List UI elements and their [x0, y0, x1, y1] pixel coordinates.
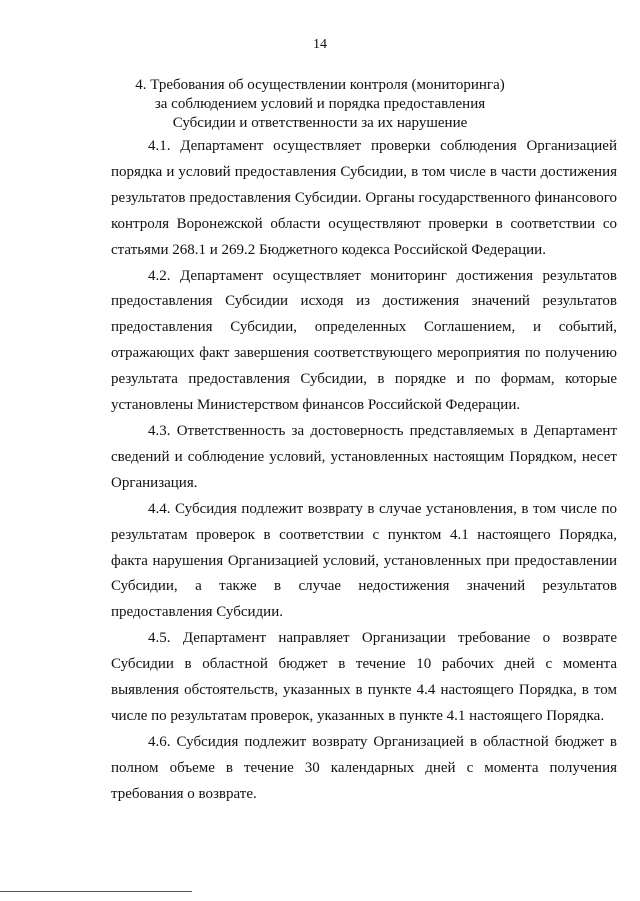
- section-title: [110, 76, 530, 133]
- section-title-line: Субсидии и ответственности за их нарушение: [172, 115, 468, 131]
- paragraph-4-6: 4.6. Субсидия подлежит возврату Организацией в областной бюджет в полном объеме в течение 30 календарных дней с момента получения требования о возврате.: [111, 733, 617, 802]
- page-number: 14: [313, 37, 327, 52]
- footer-divider: [0, 891, 192, 892]
- paragraph-4-3: 4.3. Ответственность за достоверность представляемых в Департамент сведений и соблюдение условий, установленных настоящим Порядком, несет Организация.: [111, 422, 617, 491]
- document-body: [111, 134, 617, 808]
- paragraph-4-2: 4.2. Департамент осуществляет мониторинг достижения результатов предоставления Субсидии исходя из достижения значений результатов предоставления Субсидии, определенных Соглашением, и событий, отражающих факт завершения соответствующего мероприятия по получению результата предоставления Субсидии, в порядке и по формам, которые установлены Министерством финансов Российской Федерации.: [111, 267, 617, 414]
- paragraph-4-5: 4.5. Департамент направляет Организации требование о возврате Субсидии в областной бюджет в течение 10 рабочих дней с момента выявления обстоятельств, указанных в пункте 4.4 настоящего Порядка, в том числе по результатам проверок, указанных в пункте 4.1 настоящего Порядка.: [111, 630, 617, 724]
- section-title-line: за соблюдением условий и порядка предоставления: [154, 96, 486, 112]
- paragraph-4-1: 4.1. Департамент осуществляет проверки соблюдения Организацией порядка и условий предоставления Субсидии, в том числе в части достижения результатов предоставления Субсидии. Органы государственного финансового контроля Воронежской области осуществляют проверки в соответствии со статьями 268.1 и 269.2 Бюджетного кодекса Российской Федерации.: [111, 138, 617, 258]
- paragraph-4-4: 4.4. Субсидия подлежит возврату в случае установления, в том числе по результатам проверок в соответствии с пунктом 4.1 настоящего Порядка, факта нарушения Организацией условий, установленных при предоставлении Субсидии, а также в случае недостижения значений результатов предоставления Субсидии.: [111, 500, 617, 621]
- section-title-line: 4. Требования об осуществлении контроля (мониторинга): [135, 77, 505, 93]
